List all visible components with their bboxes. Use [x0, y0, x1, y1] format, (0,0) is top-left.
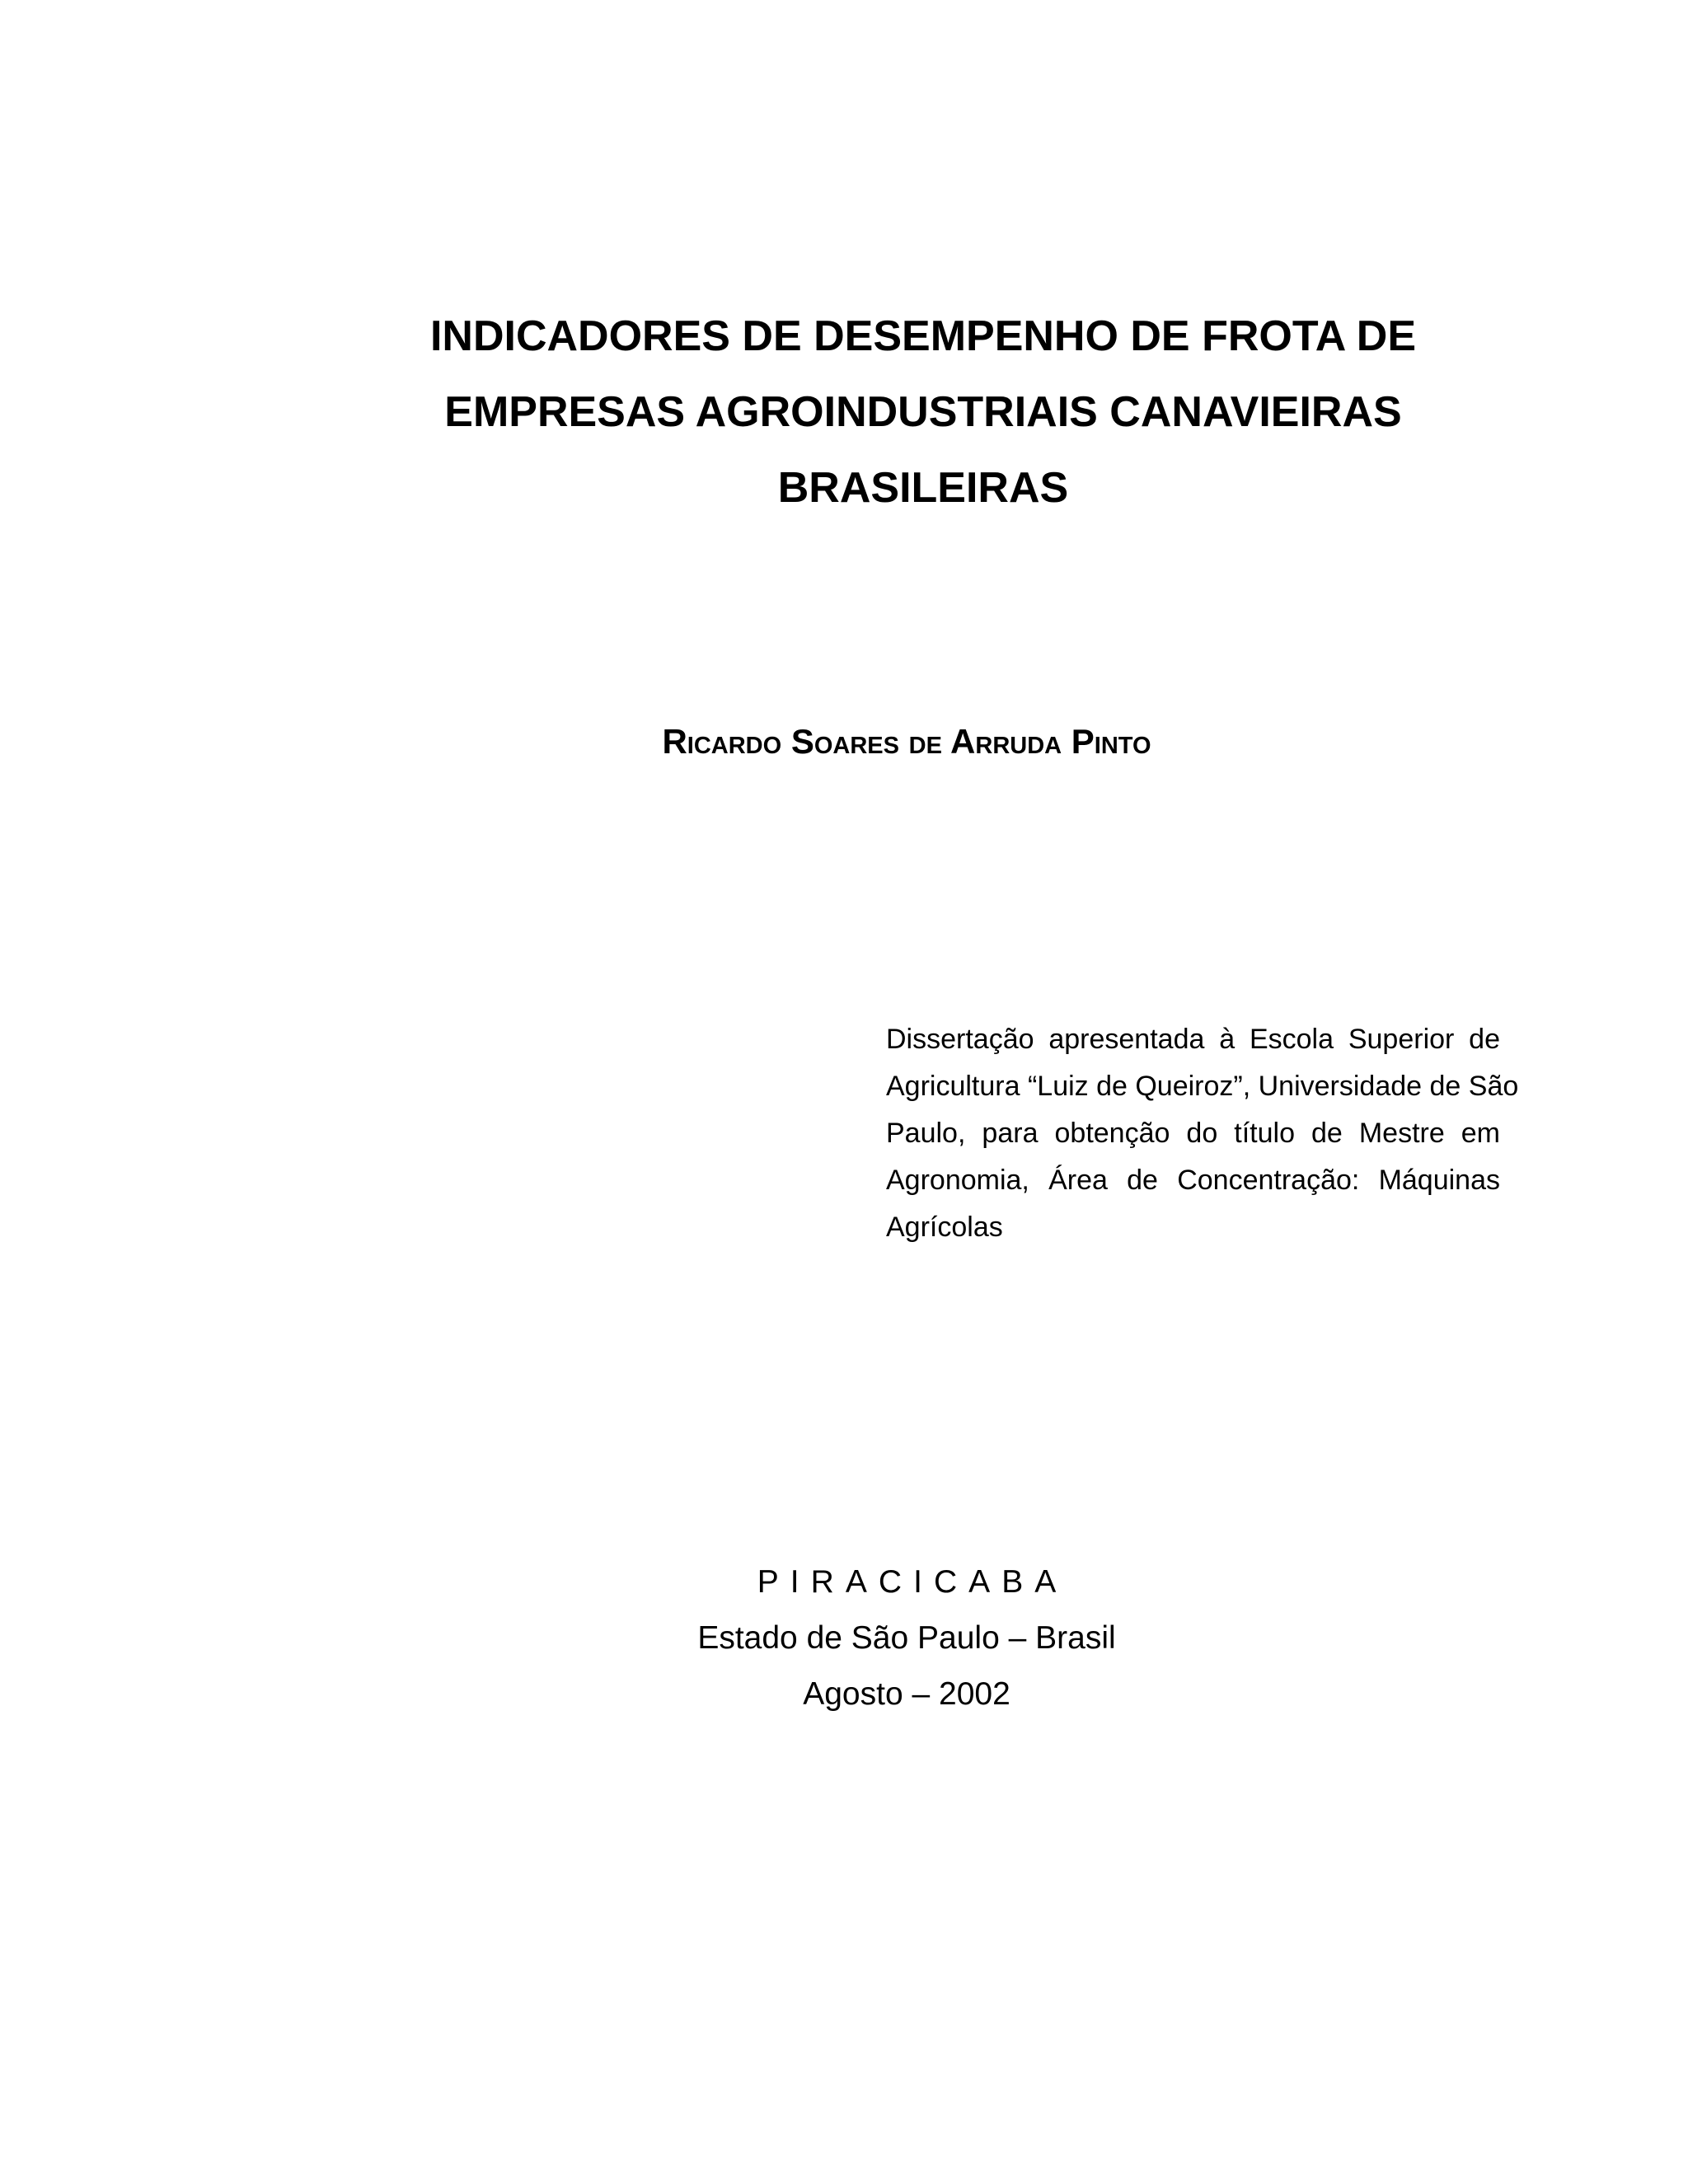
author-name: Ricardo Soares de Arruda Pinto: [662, 722, 1151, 761]
title-line: EMPRESAS AGROINDUSTRIAIS CANAVIEIRAS: [444, 388, 1402, 436]
description-line: Agrícolas: [886, 1212, 1003, 1243]
title-line: BRASILEIRAS: [777, 464, 1069, 512]
thesis-title: [396, 298, 1451, 526]
description-line: Dissertação apresentada à Escola Superior de: [886, 1024, 1500, 1055]
description-line: Paulo, para obtenção do título de Mestre em: [886, 1118, 1500, 1149]
description-line: Agronomia, Área de Concentração: Máquinas: [886, 1165, 1500, 1196]
description-line: Agricultura “Luiz de Queiroz”, Universidade de São: [886, 1071, 1519, 1102]
dissertation-description: [886, 1016, 1519, 1251]
date-line: Agosto – 2002: [803, 1676, 1010, 1712]
title-line: INDICADORES DE DESEMPENHO DE FROTA DE: [429, 312, 1417, 360]
city-line: [495, 1554, 1319, 1610]
city-name: PIRACICABA: [757, 1564, 1068, 1600]
footer-block: [495, 1554, 1319, 1722]
state-line: Estado de São Paulo – Brasil: [697, 1620, 1116, 1656]
